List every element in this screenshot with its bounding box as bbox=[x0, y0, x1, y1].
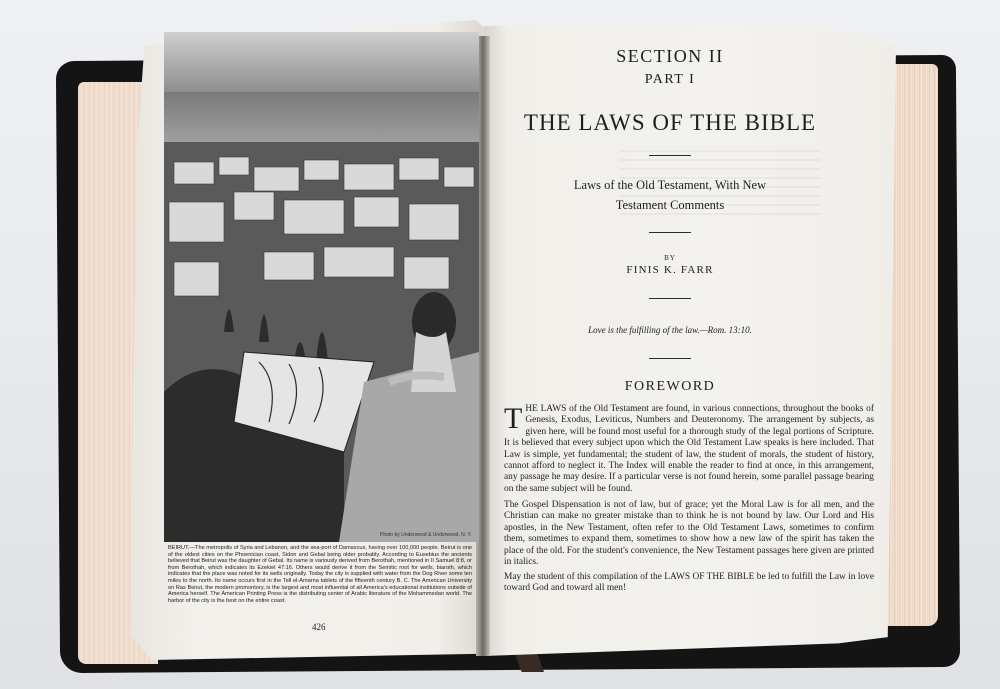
divider-rule bbox=[649, 298, 691, 299]
foreword-paragraph-1 bbox=[504, 404, 874, 495]
foreword-paragraph-3: May the student of this compilation of the LAWS OF THE BIBLE be led to fulfill the Law in love toward God and toward all men! bbox=[504, 572, 874, 594]
epigraph: Love is the fulfilling of the law.—Rom. 13:10. bbox=[588, 325, 752, 335]
photo-credit: Photo by Underwood & Underwood, N. Y. bbox=[380, 532, 472, 538]
page-number: 426 bbox=[312, 622, 326, 632]
photo-caption: BEIRUT.—The metropolis of Syria and Lebanon, and the sea-port of Damascus, having over 100,000 people. Beirut is one of the oldest cities on the Phoenician coast, Sidon and Gebal being older probably. According to Eusebius the ancients believed that Beirut was the daughter of Gebal. Its name is variously derived from Berothah, mentioned in II Samuel 8:8, or from Berothah, which indicates its Ezekiel 47:16. Others would derive it from the Semitic root for wells, biaroth, which indicates that the place was noted for its wells originally. Today the city is supplied with water from the Dog River some ten miles to the north. Its name occurs first in the Tell el-Amarna tablets of the fifteenth century B. C. The American University on Ras Beirut, the modern promontory, is the largest and most influential of all America's educational institutions outside of America herself. The American Printing Press is the distributing center of Arabic literature of the Mohammedan world. The harbor of the city is the best on the entire coast. bbox=[168, 545, 472, 604]
subtitle-line-1: Laws of the Old Testament, With New bbox=[573, 178, 767, 192]
paragraph-1-text: HE LAWS of the Old Testament are found, in various connections, throughout the books of Genesis, Exodus, Leviticus, Numbers and Deuteronomy. The arrangement by subjects, as given here, will be found most useful for a thorough study of the legal portions of Scripture. It is believed that every subject upon which the Old Testament Law speaks is here included. That Law is simple, yet fundamental; the student of law, the student of morals, the student of history, cannot afford to neglect it. The Index will enable the reader to find at once, in this arrangement, any passage he may desire. If a particular verse is not found herein, some parallel passage bearing on the same subject will be found. bbox=[504, 404, 874, 494]
subtitle-line-2: Testament Comments bbox=[615, 198, 725, 212]
divider-rule bbox=[649, 155, 691, 156]
foreword-heading: FOREWORD bbox=[624, 379, 716, 394]
drop-cap: T bbox=[504, 402, 523, 435]
subtitle bbox=[500, 175, 840, 215]
foreword-paragraph-2: The Gospel Dispensation is not of law, but of grace; yet the Moral Law is for all men, and the Christian can make no greater mistake than to think he is not bound by law. Our Lord and His apostles, in the New Testament, often refer to the Old Testament Laws, sometimes to confirm them, sometimes to expand them, sometimes to show how a new law of the spirit has taken the place of the old. For the student's convenience, the New Testament passages here given are printed in italics. bbox=[504, 500, 874, 568]
divider-rule bbox=[649, 358, 691, 359]
divider-rule bbox=[649, 232, 691, 233]
section-heading: SECTION II bbox=[616, 46, 724, 66]
byline-label: BY bbox=[664, 254, 676, 262]
author-name: FINIS K. FARR bbox=[626, 264, 714, 276]
part-heading: PART I bbox=[644, 72, 696, 87]
beirut-photograph bbox=[164, 32, 479, 542]
chapter-title: THE LAWS OF THE BIBLE bbox=[523, 110, 817, 135]
